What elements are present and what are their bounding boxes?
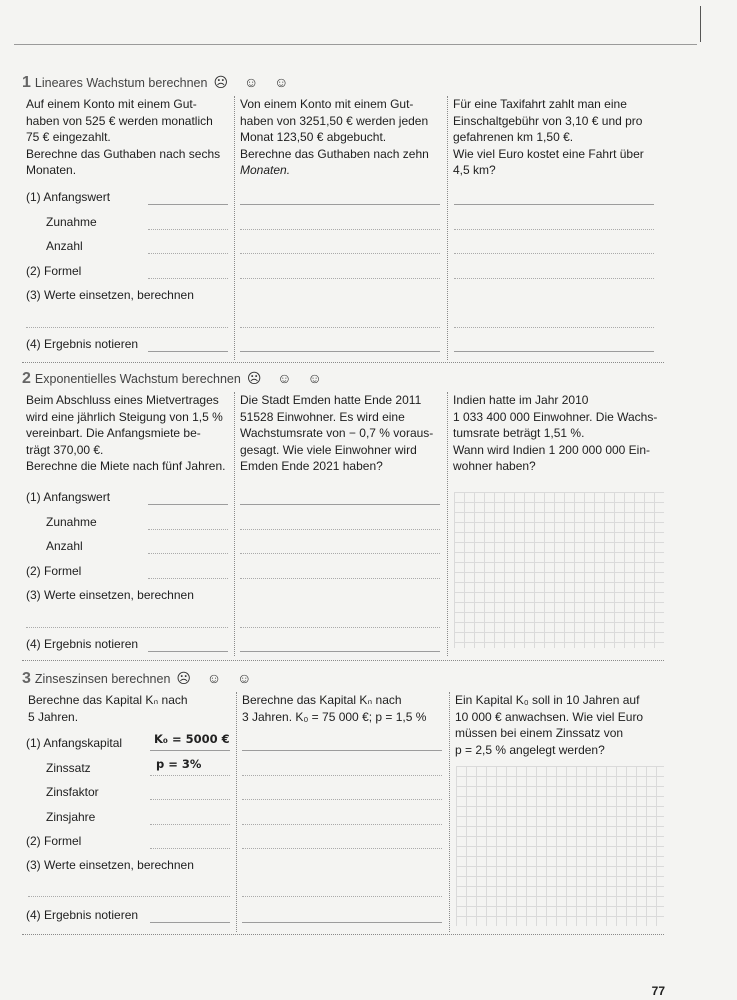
answer-line[interactable] [148, 229, 228, 230]
section-2 [22, 370, 664, 660]
answer-line[interactable] [240, 278, 440, 279]
smiley-faces-icon: ☹ ☺ ☺ [176, 670, 258, 686]
step-anzahl: Anzahl [46, 539, 83, 553]
answer-line[interactable] [28, 896, 230, 897]
answer-line[interactable] [240, 627, 440, 628]
step-ergebnis: (4) Ergebnis notieren [26, 908, 139, 922]
page-top-mark [700, 6, 701, 42]
task-2a-text: Beim Abschluss eines Mietvertrages wird eine jährlich Steigung von 1,5 % vereinbart. Die Anfangsmiete be- trägt 370,00 €. Berechne die Miete nach fünf Jahren. [26, 393, 226, 473]
answer-line[interactable] [242, 922, 442, 923]
column-divider [447, 392, 448, 656]
section-separator [22, 934, 664, 935]
task-3c-text: Ein Kapital K₀ soll in 10 Jahren auf 10 000 € anwachsen. Wie viel Euro müssen bei einem Zinssatz von p = 2,5 % angelegt werden? [455, 693, 644, 757]
answer-line[interactable] [148, 351, 228, 352]
answer-line[interactable] [150, 922, 230, 923]
step-zunahme: Zunahme [46, 215, 97, 229]
answer-line[interactable] [150, 799, 230, 800]
answer-line[interactable] [148, 553, 228, 554]
task-2b-text: Die Stadt Emden hatte Ende 2011 51528 Einwohner. Es wird eine Wachstumsrate von − 0,7 % voraus- gesagt. Wie viele Einwohner wird Emden Ende 2021 haben? [240, 393, 434, 473]
grid-area[interactable] [454, 492, 664, 648]
answer-line[interactable] [242, 775, 442, 776]
step-zinsfaktor: Zinsfaktor [46, 785, 99, 799]
grid-area[interactable] [456, 766, 664, 926]
answer-line[interactable] [240, 578, 440, 579]
step-anzahl: Anzahl [46, 239, 83, 253]
answer-line[interactable] [150, 848, 230, 849]
task-1a-text: Auf einem Konto mit einem Gut- haben von 525 € werden monatlich 75 € eingezahlt. Berechne das Guthaben nach sechs Monaten. [26, 97, 221, 177]
step-werte: (3) Werte einsetzen, berechnen [26, 288, 194, 302]
task-2c-text: Indien hatte im Jahr 2010 1 033 400 000 Einwohner. Die Wachs- tumsrate beträgt 1,51 %. Wann wird Indien 1 200 000 000 Ein- wohner haben? [453, 393, 658, 473]
column-divider [447, 96, 448, 360]
step-formel: (2) Formel [26, 834, 82, 848]
step-werte: (3) Werte einsetzen, berechnen [26, 588, 194, 602]
answer-line[interactable] [148, 253, 228, 254]
column-divider [449, 692, 450, 932]
task-1c-text: Für eine Taxifahrt zahlt man eine Einschaltgebühr von 3,10 € und pro gefahrenen km 1,50 €. Wie viel Euro kostet eine Fahrt über 4,5 km? [453, 97, 644, 177]
answer-line[interactable] [240, 529, 440, 530]
step-ergebnis: (4) Ergebnis notieren [26, 337, 139, 351]
answer-line[interactable] [148, 278, 228, 279]
answer-line[interactable] [240, 327, 440, 328]
answer-line[interactable] [148, 529, 228, 530]
step-zinssatz: Zinssatz [46, 761, 91, 775]
answer-line[interactable] [454, 204, 654, 205]
answer-line[interactable] [242, 824, 442, 825]
answer-line[interactable] [242, 750, 442, 751]
answer-line[interactable] [150, 824, 230, 825]
answer-line[interactable] [454, 229, 654, 230]
answer-line[interactable] [454, 253, 654, 254]
answer-line[interactable] [148, 651, 228, 652]
answer-line[interactable] [240, 229, 440, 230]
step-formel: (2) Formel [26, 564, 82, 578]
answer-line[interactable] [26, 627, 228, 628]
section-2-title: 2 Exponentielles Wachstum berechnen ☹ ☺ ☺ [22, 370, 328, 387]
answer-line[interactable] [242, 799, 442, 800]
step-anfangskapital: (1) Anfangskapital [26, 736, 123, 750]
answer-line[interactable] [150, 775, 230, 776]
answer-line[interactable] [240, 651, 440, 652]
answer-line[interactable] [240, 553, 440, 554]
answer-line[interactable] [242, 848, 442, 849]
section-1 [22, 74, 664, 364]
step-zunahme: Zunahme [46, 515, 97, 529]
handwritten-p: p = 3% [156, 757, 202, 771]
task-3b-text: Berechne das Kapital Kₙ nach 3 Jahren. K₀ = 75 000 €; p = 1,5 % [242, 693, 427, 724]
answer-line[interactable] [148, 504, 228, 505]
answer-line[interactable] [240, 253, 440, 254]
answer-line[interactable] [454, 351, 654, 352]
answer-line[interactable] [150, 750, 230, 751]
page-number: 77 [651, 984, 665, 998]
smiley-faces-icon: ☹ ☺ ☺ [246, 370, 328, 386]
task-3a-text: Berechne das Kapital Kₙ nach 5 Jahren. [28, 693, 188, 724]
answer-line[interactable] [240, 204, 440, 205]
step-anfangswert: (1) Anfangswert [26, 190, 111, 204]
column-divider [234, 392, 235, 656]
section-3 [22, 670, 664, 938]
answer-line[interactable] [454, 278, 654, 279]
step-ergebnis: (4) Ergebnis notieren [26, 637, 139, 651]
page-top-rule [14, 44, 697, 45]
answer-line[interactable] [240, 504, 440, 505]
step-anfangswert: (1) Anfangswert [26, 490, 111, 504]
step-zinsjahre: Zinsjahre [46, 810, 96, 824]
answer-line[interactable] [148, 578, 228, 579]
section-1-title: 1 Lineares Wachstum berechnen ☹ ☺ ☺ [22, 74, 295, 91]
smiley-faces-icon: ☹ ☺ ☺ [213, 74, 295, 90]
section-separator [22, 660, 664, 661]
column-divider [236, 692, 237, 932]
answer-line[interactable] [240, 351, 440, 352]
answer-line[interactable] [242, 896, 442, 897]
answer-line[interactable] [148, 204, 228, 205]
answer-line[interactable] [454, 327, 654, 328]
column-divider [234, 96, 235, 360]
handwritten-k0: K₀ = 5000 € [154, 732, 230, 746]
step-werte: (3) Werte einsetzen, berechnen [26, 858, 194, 872]
section-separator [22, 362, 664, 363]
step-formel: (2) Formel [26, 264, 82, 278]
section-3-title: 3 Zinseszinsen berechnen ☹ ☺ ☺ [22, 670, 258, 687]
answer-line[interactable] [26, 327, 228, 328]
task-1b-text: Von einem Konto mit einem Gut- haben von 3251,50 € werden jeden Monat 123,50 € abgebucht. Berechne das Guthaben nach zehn Monaten. [240, 97, 429, 177]
